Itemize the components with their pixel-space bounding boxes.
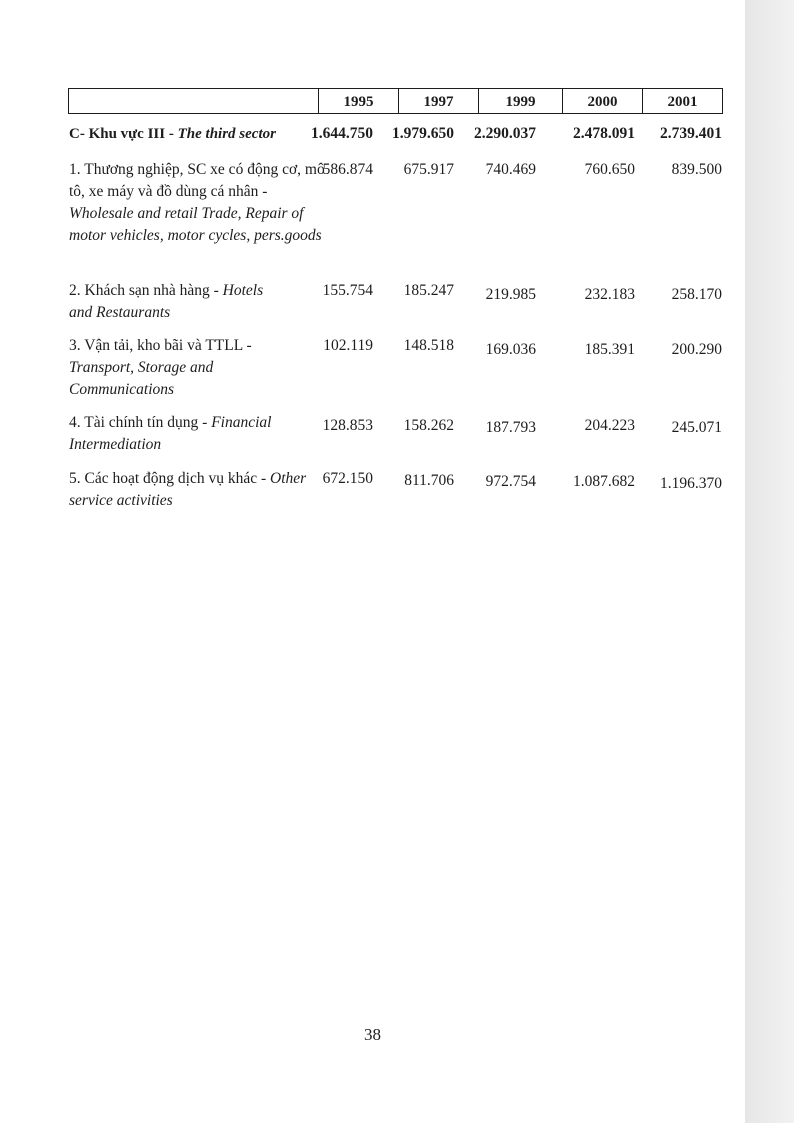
row-label-en: Financial Intermediation xyxy=(69,414,272,453)
cell-value: 219.985 xyxy=(485,286,536,303)
row-label-vi: 1. Thương nghiệp, SC xe có động cơ, mô tô, xe máy và đồ dùng cá nhân - xyxy=(69,161,325,200)
cell-value: 760.650 xyxy=(584,161,635,178)
cell-value: 245.071 xyxy=(671,419,722,436)
row-label-en: Transport, Storage and Communications xyxy=(69,359,214,398)
cell-value: 1.644.750 xyxy=(311,125,373,142)
cell-value: 740.469 xyxy=(485,161,536,178)
row-label xyxy=(69,412,309,456)
row-label-vi: 5. Các hoạt động dịch vụ khác - xyxy=(69,470,271,487)
header-year: 1995 xyxy=(318,89,398,113)
cell-value: 158.262 xyxy=(403,417,454,434)
row-label xyxy=(69,335,289,401)
cell-value: 1.979.650 xyxy=(392,125,454,142)
cell-value: 200.290 xyxy=(671,341,722,358)
row-label-vi: C- Khu vực III - xyxy=(69,126,178,142)
cell-value: 675.917 xyxy=(403,161,454,178)
row-label-vi: 3. Vận tải, kho bãi và TTLL - xyxy=(69,337,252,354)
cell-value: 169.036 xyxy=(485,341,536,358)
cell-value: 232.183 xyxy=(584,286,635,303)
cell-value: 128.853 xyxy=(322,417,373,434)
cell-value: 839.500 xyxy=(671,161,722,178)
cell-value: 972.754 xyxy=(485,473,536,490)
cell-value: 155.754 xyxy=(322,282,373,299)
cell-value: 185.391 xyxy=(584,341,635,358)
cell-value: 586.874 xyxy=(322,161,373,178)
header-year: 2000 xyxy=(562,89,642,113)
cell-value: 1.196.370 xyxy=(660,475,722,492)
row-label-en: Hotels and Restaurants xyxy=(69,282,264,321)
cell-value: 672.150 xyxy=(322,470,373,487)
cell-value: 185.247 xyxy=(403,282,454,299)
row-label xyxy=(69,468,309,512)
header-year: 1997 xyxy=(398,89,478,113)
cell-value: 1.087.682 xyxy=(573,473,635,490)
cell-value: 2.478.091 xyxy=(573,125,635,142)
table-header xyxy=(68,88,723,114)
cell-value: 187.793 xyxy=(485,419,536,436)
header-label-cell xyxy=(69,89,318,113)
header-year: 1999 xyxy=(478,89,562,113)
page-number: 38 xyxy=(364,1025,381,1044)
cell-value: 2.290.037 xyxy=(474,125,536,142)
row-label-en: Wholesale and retail Trade, Repair of motor vehicles, motor cycles, pers.goods xyxy=(69,205,322,244)
cell-value: 811.706 xyxy=(404,472,454,489)
row-label xyxy=(69,280,289,324)
scan-edge xyxy=(745,0,794,1123)
cell-value: 2.739.401 xyxy=(660,125,722,142)
row-label-en: The third sector xyxy=(177,126,276,142)
row-label-en: Other service activities xyxy=(69,470,307,509)
cell-value: 204.223 xyxy=(584,417,635,434)
row-label xyxy=(69,123,329,145)
cell-value: 258.170 xyxy=(671,286,722,303)
cell-value: 148.518 xyxy=(403,337,454,354)
row-label-vi: 2. Khách sạn nhà hàng - xyxy=(69,282,223,299)
header-year: 2001 xyxy=(642,89,722,113)
row-label-vi: 4. Tài chính tín dụng - xyxy=(69,414,212,431)
cell-value: 102.119 xyxy=(323,337,373,354)
row-label xyxy=(69,159,325,247)
